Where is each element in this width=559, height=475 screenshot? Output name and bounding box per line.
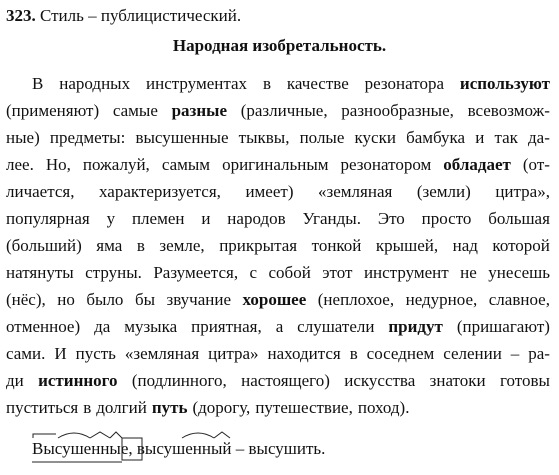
text-word xyxy=(125,340,199,367)
text-word xyxy=(222,151,328,178)
text-word xyxy=(6,394,78,421)
text-word xyxy=(468,97,550,124)
word-fragment: предметы: xyxy=(49,128,126,147)
word-fragment: (дорогу, xyxy=(192,398,251,417)
text-word xyxy=(453,232,478,259)
text-word xyxy=(406,124,465,151)
text-word xyxy=(113,97,158,124)
word-fragment: тыквы, xyxy=(238,128,290,147)
text-word xyxy=(85,259,142,286)
text-line xyxy=(6,259,550,286)
text-line xyxy=(6,97,550,124)
word-fragment: большая xyxy=(488,209,550,228)
text-line xyxy=(6,367,550,394)
text-word xyxy=(146,70,247,97)
text-word xyxy=(367,340,435,367)
word-fragment: собой xyxy=(268,263,311,282)
text-word xyxy=(344,367,415,394)
text-line xyxy=(6,340,550,367)
text-word xyxy=(6,286,46,313)
text-word xyxy=(192,394,250,421)
text-line xyxy=(6,124,550,151)
word-fragment: популярная xyxy=(6,209,90,228)
text-word xyxy=(76,340,116,367)
highlighted-word: хорошее xyxy=(242,290,307,309)
text-word xyxy=(364,259,449,286)
word-fragment: – xyxy=(510,344,520,363)
word-fragment: куски xyxy=(354,128,396,147)
text-word xyxy=(94,313,110,340)
word-fragment: сами. xyxy=(6,344,46,363)
word-fragment: знатоки xyxy=(429,371,486,390)
word-fragment: яма xyxy=(96,236,123,255)
body-paragraph xyxy=(6,70,550,421)
text-word xyxy=(124,313,177,340)
text-word xyxy=(489,286,550,313)
word-fragment: у xyxy=(106,209,116,228)
highlighted-word: обладает xyxy=(443,155,511,174)
text-line xyxy=(6,178,550,205)
word-fragment: унесешь xyxy=(488,263,550,282)
word-fragment: народов xyxy=(227,209,286,228)
word-fragment: в xyxy=(349,344,358,363)
word-fragment: Уганды. xyxy=(302,209,361,228)
text-word xyxy=(350,340,358,367)
text-word xyxy=(6,151,34,178)
word-fragment: да xyxy=(94,317,111,336)
text-word xyxy=(322,259,352,286)
text-word xyxy=(46,151,71,178)
text-word xyxy=(241,367,330,394)
text-line xyxy=(6,70,550,97)
exercise-header xyxy=(6,6,241,26)
text-word xyxy=(162,151,210,178)
text-word xyxy=(494,124,517,151)
text-title: Народная изобретальность. xyxy=(172,36,387,55)
text-word xyxy=(250,259,258,286)
text-word xyxy=(227,205,285,232)
word-fragment: земле, xyxy=(159,236,205,255)
text-word xyxy=(99,178,221,205)
word-fragment: (различные, xyxy=(240,101,328,120)
word-fragment: «земляная xyxy=(318,182,393,201)
word-fragment: бамбука xyxy=(406,128,466,147)
word-fragment: всевозмож- xyxy=(467,101,550,120)
word-fragment: цитра» xyxy=(208,344,259,363)
text-word xyxy=(488,205,550,232)
word-fragment: находится xyxy=(267,344,341,363)
text-word xyxy=(460,259,477,286)
word-fragment: долгий xyxy=(96,398,147,417)
text-word xyxy=(245,178,293,205)
text-word xyxy=(243,286,307,313)
text-word xyxy=(511,340,520,367)
word-fragment: инструментах xyxy=(146,74,248,93)
word-fragment: самым xyxy=(161,155,211,174)
word-fragment: (неплохое, xyxy=(317,290,395,309)
word-fragment: поход). xyxy=(357,398,410,417)
text-word xyxy=(32,70,43,97)
word-fragment: недурное, xyxy=(405,290,478,309)
word-fragment: пусть xyxy=(75,344,116,363)
word-fragment: качестве xyxy=(286,74,349,93)
word-fragment: музыка xyxy=(124,317,178,336)
word-fragment: так xyxy=(494,128,518,147)
text-word xyxy=(208,340,258,367)
text-word xyxy=(59,70,130,97)
word-fragment: оригинальным xyxy=(222,155,329,174)
text-line xyxy=(6,205,550,232)
text-word xyxy=(6,178,74,205)
word-fragment: в xyxy=(136,236,145,255)
word-fragment: пожалуй, xyxy=(82,155,150,174)
word-fragment: прикрытая xyxy=(219,236,298,255)
word-fragment: Но, xyxy=(45,155,71,174)
text-word xyxy=(528,124,550,151)
text-word xyxy=(135,286,155,313)
text-word xyxy=(241,97,328,124)
word-fragment: «земляная xyxy=(124,344,200,363)
word-fragment: и xyxy=(201,209,211,228)
text-word xyxy=(83,151,150,178)
text-line xyxy=(6,151,550,178)
text-word xyxy=(500,367,550,394)
text-word xyxy=(492,232,549,259)
word-fragment: инструмент xyxy=(363,263,449,282)
text-word xyxy=(417,178,471,205)
text-word xyxy=(96,232,122,259)
word-fragment: народных xyxy=(59,74,131,93)
text-word xyxy=(376,232,438,259)
word-fragment: (подлинного, xyxy=(131,371,227,390)
word-fragment: ные) xyxy=(6,128,40,147)
text-word xyxy=(107,205,116,232)
text-word xyxy=(201,205,210,232)
text-word xyxy=(378,205,405,232)
text-word xyxy=(287,70,349,97)
text-word xyxy=(159,232,204,259)
text-word xyxy=(191,313,262,340)
text-word xyxy=(50,124,125,151)
word-fragment: лее. xyxy=(6,155,34,174)
text-word xyxy=(96,394,147,421)
word-fragment: крышей, xyxy=(375,236,439,255)
text-word xyxy=(303,205,361,232)
word-fragment: в xyxy=(262,74,271,93)
word-fragment: славное, xyxy=(488,290,550,309)
text-word xyxy=(460,70,550,97)
text-word xyxy=(57,286,75,313)
word-fragment: приятная, xyxy=(191,317,262,336)
text-word xyxy=(276,313,284,340)
word-fragment: (нёс), xyxy=(6,290,46,309)
word-fragment: характеризуется, xyxy=(99,182,221,201)
text-word xyxy=(152,394,188,421)
word-fragment: а xyxy=(275,317,284,336)
word-fragment: самые xyxy=(112,101,158,120)
text-word xyxy=(341,151,432,178)
text-word xyxy=(6,232,82,259)
word-fragment: натянуты xyxy=(6,263,74,282)
word-fragment: селении xyxy=(443,344,502,363)
text-word xyxy=(358,394,410,421)
text-word xyxy=(137,232,145,259)
word-fragment: Разумеется, xyxy=(153,263,239,282)
text-word xyxy=(430,367,486,394)
text-word xyxy=(132,367,227,394)
word-fragment: да- xyxy=(528,128,550,147)
word-fragment: в xyxy=(83,398,92,417)
word-fragment: В xyxy=(32,74,44,93)
text-word xyxy=(135,124,228,151)
word-fragment: путешествие, xyxy=(255,398,353,417)
text-word xyxy=(312,232,362,259)
word-fragment: над xyxy=(452,236,478,255)
word-fragment: готовы xyxy=(499,371,550,390)
word-fragment: И xyxy=(54,344,67,363)
word-fragment: (земли) xyxy=(416,182,471,201)
text-word xyxy=(132,205,185,232)
text-word xyxy=(297,313,374,340)
text-word xyxy=(528,340,550,367)
word-fragment: Это xyxy=(377,209,405,228)
word-fragment: соседнем xyxy=(366,344,435,363)
text-word xyxy=(86,286,123,313)
text-line xyxy=(6,232,550,259)
word-fragment: высушенные xyxy=(135,128,229,147)
word-fragment: струны. xyxy=(85,263,142,282)
text-word xyxy=(443,340,502,367)
text-line xyxy=(6,394,550,421)
word-fragment: слушатели xyxy=(297,317,375,336)
word-fragment: ди xyxy=(6,371,24,390)
highlighted-word: разные xyxy=(171,101,227,120)
text-word xyxy=(365,70,444,97)
text-word xyxy=(38,367,117,394)
text-word xyxy=(167,286,232,313)
word-fragment: личается, xyxy=(6,182,75,201)
word-fragment: но xyxy=(57,290,75,309)
word-fragment: тонкой xyxy=(311,236,362,255)
word-fragment: отменное) xyxy=(6,317,81,336)
text-word xyxy=(300,124,345,151)
word-fragment: настоящего) xyxy=(241,371,330,390)
word-fragment: пуститься xyxy=(6,398,79,417)
text-word xyxy=(255,394,353,421)
text-word xyxy=(488,259,550,286)
word-fragment: цитра», xyxy=(495,182,550,201)
text-word xyxy=(475,124,484,151)
word-fragment: (применяют) xyxy=(6,101,100,120)
text-word xyxy=(355,124,396,151)
highlighted-word: используют xyxy=(459,74,550,93)
text-word xyxy=(83,394,91,421)
text-word xyxy=(388,313,443,340)
text-word xyxy=(6,259,74,286)
highlighted-word: истинного xyxy=(38,371,118,390)
word-fragment: ра- xyxy=(528,344,550,363)
word-fragment: имеет) xyxy=(245,182,294,201)
exercise-number: 323. xyxy=(6,6,36,25)
word-fragment: полые xyxy=(299,128,345,147)
word-fragment: резонатора xyxy=(364,74,444,93)
text-word xyxy=(6,367,24,394)
word-fragment: (пришагают) xyxy=(456,317,550,336)
text-word xyxy=(318,286,394,313)
word-fragment: звучание xyxy=(166,290,232,309)
word-fragment: не xyxy=(460,263,477,282)
text-word xyxy=(6,313,80,340)
highlighted-word: путь xyxy=(151,398,188,417)
text-word xyxy=(54,340,66,367)
word-fragment: которой xyxy=(492,236,550,255)
text-word xyxy=(341,97,454,124)
text-word xyxy=(172,97,227,124)
word-fragment: с xyxy=(249,263,258,282)
word-fragment: разнообразные, xyxy=(341,101,454,120)
word-fragment: бы xyxy=(134,290,156,309)
word-fragment: племен xyxy=(131,209,185,228)
text-line xyxy=(6,286,550,313)
text-word xyxy=(495,178,550,205)
text-line xyxy=(6,313,550,340)
text-word xyxy=(457,313,550,340)
text-word xyxy=(6,124,40,151)
text-word xyxy=(6,97,99,124)
word-fragment: (больший) xyxy=(6,236,82,255)
text-word xyxy=(267,340,340,367)
text-word xyxy=(219,232,297,259)
word-fragment: резонатором xyxy=(340,155,432,174)
word-fragment: (от- xyxy=(522,155,550,174)
highlighted-word: придут xyxy=(388,317,443,336)
text-word xyxy=(269,259,311,286)
text-word xyxy=(239,124,290,151)
morpheme-example: Высушенные, высушенный – высушить. xyxy=(32,439,326,458)
text-word xyxy=(406,286,478,313)
style-label: Стиль – публицистический. xyxy=(40,6,242,25)
word-fragment: этот xyxy=(322,263,353,282)
word-fragment: просто xyxy=(421,209,472,228)
text-word xyxy=(263,70,271,97)
text-word xyxy=(318,178,392,205)
word-fragment: искусства xyxy=(344,371,416,390)
text-word xyxy=(422,205,472,232)
word-fragment: и xyxy=(475,128,485,147)
text-word xyxy=(443,151,511,178)
text-word xyxy=(153,259,238,286)
text-word xyxy=(6,340,45,367)
word-fragment: было xyxy=(86,290,124,309)
text-word xyxy=(6,205,90,232)
text-word xyxy=(523,151,550,178)
